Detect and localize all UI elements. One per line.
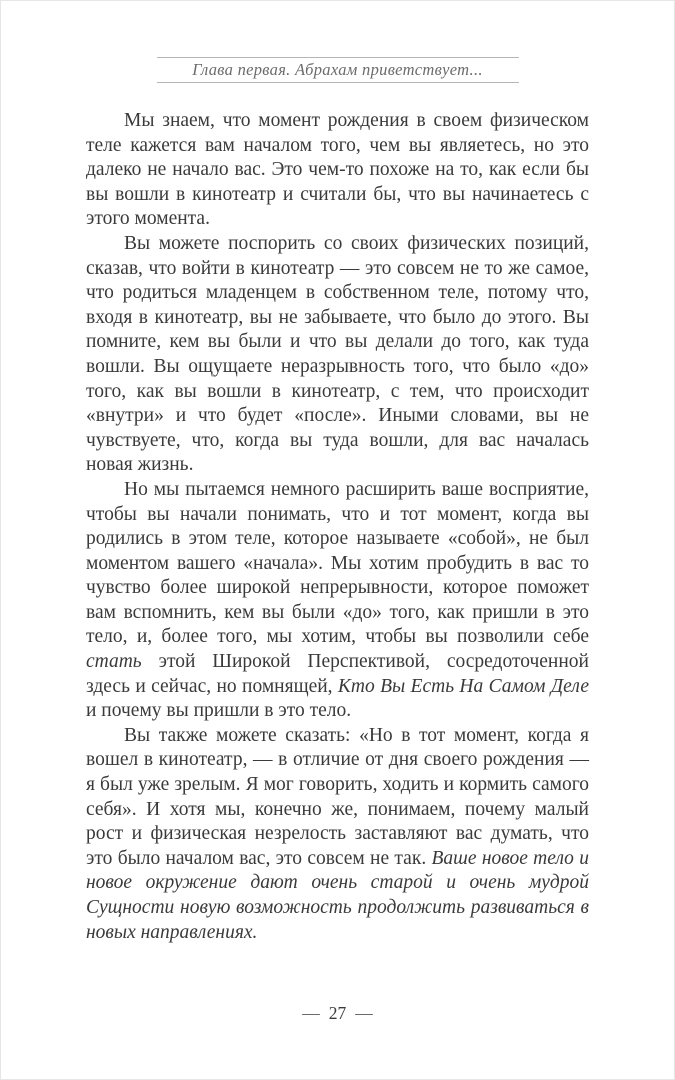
- paragraph-run-italic: стать: [86, 651, 142, 673]
- paragraph: [86, 724, 589, 945]
- paragraph: [86, 478, 589, 724]
- paragraph-run: Мы знаем, что момент рождения в своем физическом теле кажется вам началом того, чем вы являетесь, но это далеко не начало вас. Это чем-то похоже на то, как если бы вы вошли в кинотеатр и считали бы, что вы начинаетесь с этого момента.: [86, 110, 589, 230]
- paragraph-run: и почему вы пришли в это тело.: [86, 700, 352, 722]
- header-rule-bottom: [157, 82, 519, 83]
- paragraph-run-italic: Ваше новое тело и новое окружение дают очень старой и очень мудрой Сущности новую возможность продолжить развиваться в новых направлениях.: [86, 847, 589, 943]
- body-text: [86, 109, 589, 945]
- paragraph-run: Но мы пытаемся немного расширить ваше восприятие, чтобы вы начали понимать, что и тот момент, когда вы родились в этом теле, которое называете «собой», не был моментом вашего «начала». Мы хотим пробудить в вас то чувство более широкой непрерывности, которое поможет вам вспомнить, кем вы были «до» того, как пришли в это тело, и, более того, мы хотим, чтобы вы позволили себе: [86, 478, 589, 648]
- footer-dash-left: —: [302, 1003, 320, 1023]
- paragraph-run: этой Широкой Перспективой, сосредоточенной здесь и сейчас, но помнящей,: [86, 651, 589, 697]
- paragraph-run-italic: Кто Вы Есть На Самом Деле: [337, 675, 589, 697]
- paragraph: [86, 109, 589, 232]
- footer-dash-right: —: [355, 1003, 373, 1023]
- chapter-header: [157, 1, 519, 83]
- page-number: 27: [328, 1003, 347, 1023]
- page-footer: [1, 1003, 674, 1024]
- paragraph-run: Вы можете поспорить со своих физических позиций, сказав, что войти в кинотеатр — это совсем не то же самое, что родиться младенцем в собственном теле, потому что, входя в кинотеатр, вы не забываете, что было до этого. Вы помните, кем вы были и что вы делали до того, как туда вошли. Вы ощущаете неразрывность того, что было «до» того, как вы вошли в кинотеатр, с тем, что происходит «внутри» и что будет «после». Иными словами, вы не чувствуете, что, когда вы туда вошли, для вас началась новая жизнь.: [86, 232, 589, 476]
- paragraph-run: Вы также можете сказать: «Но в тот момент, когда я вошел в кинотеатр, — в отличие от дня своего рождения — я был уже зрелым. Я мог говорить, ходить и кормить самого себя». И хотя мы, конечно же, понимаем, почему малый рост и физическая незрелость заставляют вас думать, что это было началом вас, это совсем не так.: [86, 724, 589, 869]
- chapter-title: Глава первая. Абрахам приветствует...: [192, 60, 483, 79]
- paragraph: [86, 232, 589, 478]
